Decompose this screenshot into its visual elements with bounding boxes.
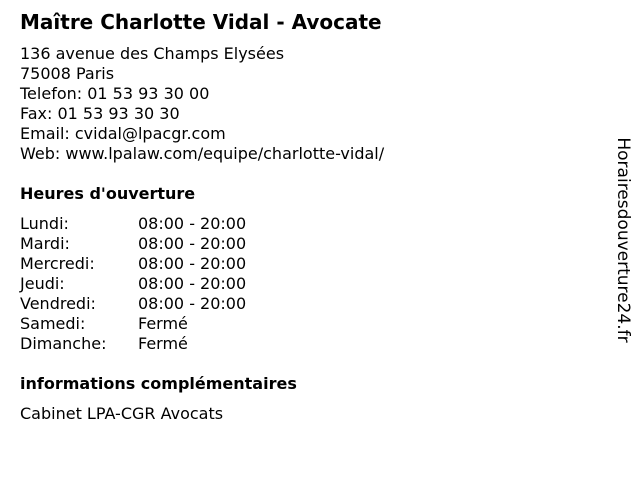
hours-day: Mercredi: [20, 254, 95, 273]
hours-time: Fermé [138, 334, 188, 353]
hours-time: 08:00 - 20:00 [138, 214, 247, 233]
hours-row-wednesday [20, 254, 280, 274]
address-city: 75008 Paris [20, 64, 115, 83]
hours-day: Jeudi: [20, 274, 65, 293]
hours-time: Fermé [138, 314, 188, 333]
hours-day: Samedi: [20, 314, 86, 333]
hours-time: 08:00 - 20:00 [138, 274, 247, 293]
email-line: Email: cvidal@lpacgr.com [20, 124, 226, 143]
page-title: Maître Charlotte Vidal - Avocate [20, 10, 382, 34]
hours-time: 08:00 - 20:00 [138, 294, 247, 313]
hours-day: Lundi: [20, 214, 69, 233]
opening-hours-heading: Heures d'ouverture [20, 184, 196, 203]
hours-row-monday [20, 214, 280, 234]
website-line: Web: www.lpalaw.com/equipe/charlotte-vidal/ [20, 144, 385, 163]
hours-row-sunday [20, 334, 280, 354]
hours-time: 08:00 - 20:00 [138, 234, 247, 253]
hours-row-tuesday [20, 234, 280, 254]
opening-hours-table [20, 214, 280, 354]
additional-info-heading: informations complémentaires [20, 374, 297, 393]
site-watermark: Horairesdouverture24.fr [613, 137, 633, 343]
hours-day: Vendredi: [20, 294, 96, 313]
hours-row-saturday [20, 314, 280, 334]
additional-info-text: Cabinet LPA-CGR Avocats [20, 404, 224, 423]
hours-day: Dimanche: [20, 334, 107, 353]
contact-details [20, 44, 384, 164]
address-street: 136 avenue des Champs Elysées [20, 44, 285, 63]
hours-row-thursday [20, 274, 280, 294]
fax-line: Fax: 01 53 93 30 30 [20, 104, 180, 123]
phone-line: Telefon: 01 53 93 30 00 [20, 84, 210, 103]
hours-time: 08:00 - 20:00 [138, 254, 247, 273]
hours-day: Mardi: [20, 234, 70, 253]
hours-row-friday [20, 294, 280, 314]
